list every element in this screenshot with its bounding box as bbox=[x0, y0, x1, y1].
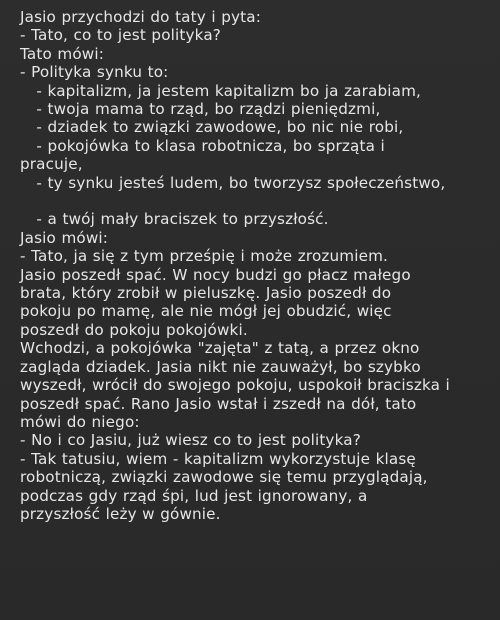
text-line: mówi do niego: bbox=[20, 412, 140, 431]
text-line: poszedł do pokoju pokojówki. bbox=[20, 320, 248, 339]
text-line: pracuje, bbox=[20, 155, 83, 174]
text-line: zagląda dziadek. Jasia nikt nie zauważył, bo szybko bbox=[20, 357, 421, 376]
text-line: brata, który zrobił w pieluszkę. Jasio poszedł do bbox=[20, 284, 392, 303]
text-line: poszedł spać. Rano Jasio wstał i zszedł na dół, tato bbox=[20, 394, 417, 413]
text-line: Tato mówi: bbox=[20, 44, 104, 63]
text-line: przyszłość leży w gównie. bbox=[20, 504, 221, 523]
text-line: - twoja mama to rząd, bo rządzi pieniędzmi, bbox=[20, 100, 381, 119]
text-line: Wchodzi, a pokojówka "zajęta" z tatą, a przez okno bbox=[20, 339, 420, 358]
text-line: Jasio mówi: bbox=[20, 228, 109, 247]
text-line: - a twój mały braciszek to przyszłość. bbox=[20, 210, 329, 229]
text-line: Jasio przychodzi do taty i pyta: bbox=[20, 8, 261, 26]
text-line: - Tak tatusiu, wiem - kapitalizm wykorzystuje klasę bbox=[20, 449, 416, 468]
text-line: Jasio poszedł spać. W nocy budzi go płacz małego bbox=[20, 265, 411, 284]
text-line: - pokojówka to klasa robotnicza, bo sprząta i bbox=[20, 136, 385, 155]
text-line: wyszedł, wrócił do swojego pokoju, uspokoił braciszka i bbox=[20, 376, 450, 395]
text-line: robotniczą, związki zawodowe się temu przyglądają, bbox=[20, 468, 428, 487]
text-line: podczas gdy rząd śpi, lud jest ignorowany, a bbox=[20, 486, 368, 505]
text-line: - Tato, ja się z tym prześpię i może zrozumiem. bbox=[20, 247, 389, 266]
text-line: - kapitalizm, ja jestem kapitalizm bo ja zarabiam, bbox=[20, 81, 422, 100]
text-line: pokoju po mamę, ale nie mógł jej obudzić, więc bbox=[20, 302, 392, 321]
text-line: - ty synku jesteś ludem, bo tworzysz społeczeństwo, bbox=[20, 173, 446, 192]
joke-text bbox=[20, 8, 492, 523]
text-line: - Polityka synku to: bbox=[20, 63, 169, 82]
text-line: - dziadek to związki zawodowe, bo nic nie robi, bbox=[20, 118, 404, 137]
blank-line bbox=[20, 192, 492, 210]
text-line: - No i co Jasiu, już wiesz co to jest polityka? bbox=[20, 431, 361, 450]
text-line: - Tato, co to jest polityka? bbox=[20, 26, 221, 45]
